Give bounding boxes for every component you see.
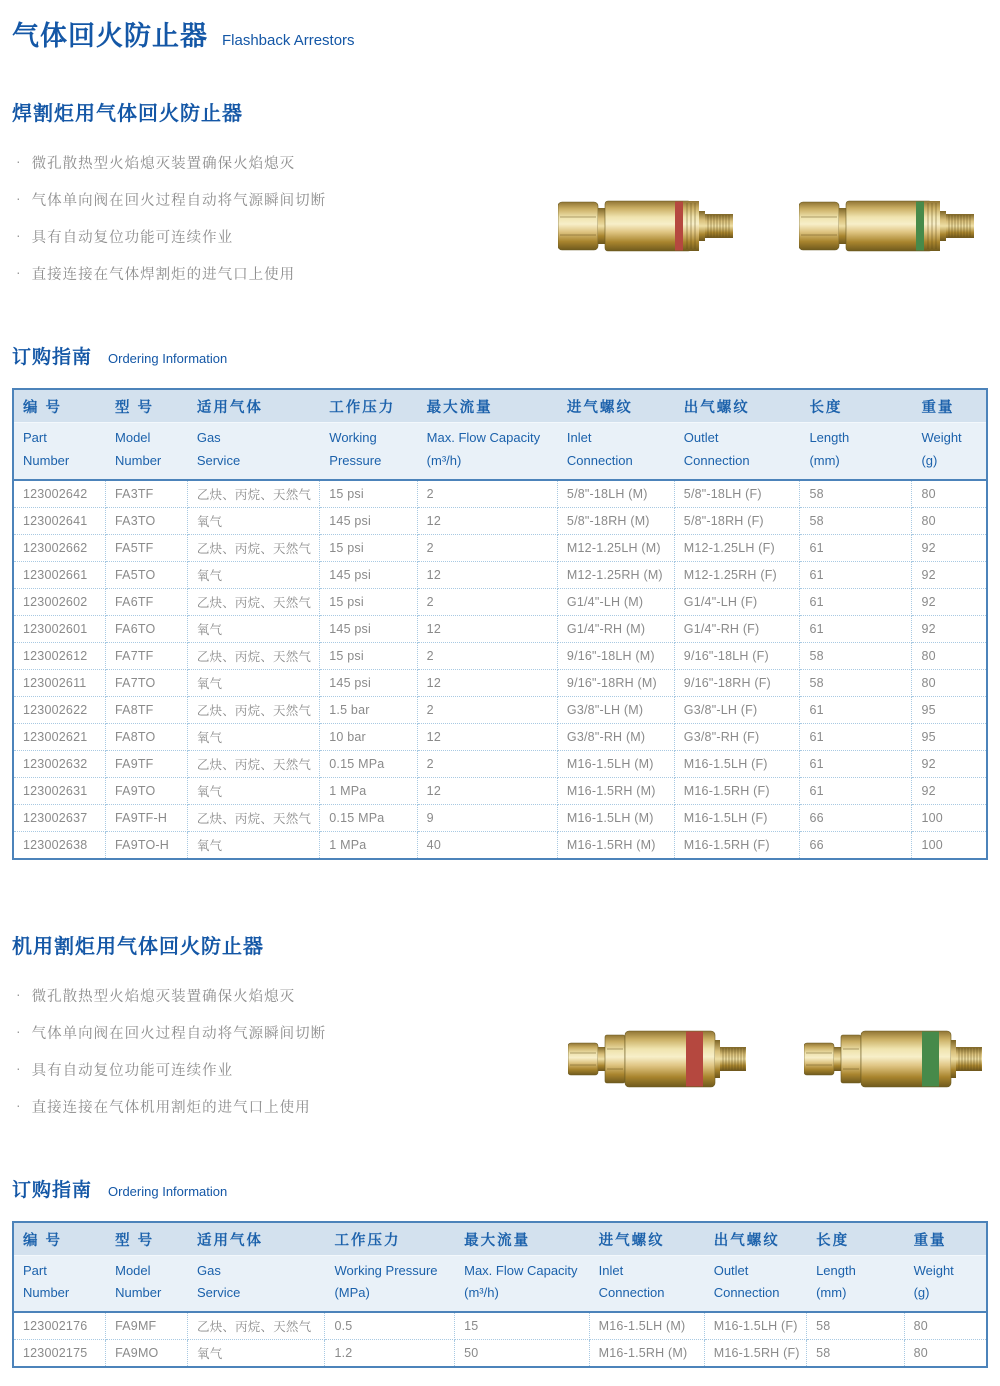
table-cell: 氧气 xyxy=(188,1340,325,1368)
ordering-heading-en: Ordering Information xyxy=(108,351,228,366)
feature-bullet-text: 直接连接在气体机用割炬的进气口上使用 xyxy=(31,1099,311,1116)
table-cell: 92 xyxy=(912,777,987,804)
ordering-table-torch xyxy=(12,388,988,860)
feature-bullet xyxy=(12,189,532,210)
column-header-en xyxy=(106,1255,188,1312)
product-images xyxy=(532,985,988,1133)
bullet-dot-icon: · xyxy=(16,264,22,280)
table-cell: 123002622 xyxy=(13,696,106,723)
table-cell: 15 psi xyxy=(320,588,417,615)
table-cell: 123002632 xyxy=(13,750,106,777)
feature-row xyxy=(12,152,988,300)
table-cell: 2 xyxy=(417,480,557,508)
column-header-en-line: (MPa) xyxy=(334,1285,370,1301)
table-cell: 9/16"-18RH (F) xyxy=(674,669,800,696)
table-cell: 1.2 xyxy=(325,1340,455,1368)
column-header-en-line: (g) xyxy=(921,452,938,468)
table-cell: 50 xyxy=(455,1340,590,1368)
column-header-en-line: Working Pressure xyxy=(334,1262,438,1278)
feature-bullet xyxy=(12,1059,532,1080)
column-header-zh: 编 号 xyxy=(13,389,106,423)
table-cell: FA9TF xyxy=(106,750,188,777)
table-cell: G3/8"-LH (F) xyxy=(674,696,800,723)
table-cell: G3/8"-LH (M) xyxy=(557,696,674,723)
table-row xyxy=(13,534,987,561)
table-cell: 氧气 xyxy=(187,507,319,534)
column-header-en-line: Connection xyxy=(598,1285,665,1301)
column-header-en xyxy=(807,1255,904,1312)
table-cell: 乙炔、丙烷、天然气 xyxy=(188,1312,325,1340)
table-cell: FA8TF xyxy=(106,696,188,723)
table-cell: 100 xyxy=(912,804,987,831)
column-header-en-line: (g) xyxy=(913,1285,930,1301)
column-header-en xyxy=(188,1255,325,1312)
table-cell: M16-1.5RH (M) xyxy=(557,831,674,859)
table-cell: M16-1.5RH (F) xyxy=(674,831,800,859)
table-cell: 145 psi xyxy=(320,507,417,534)
section-torch-arrestors xyxy=(12,97,988,860)
section-heading: 机用割炬用气体回火防止器 xyxy=(12,935,264,958)
column-header-en xyxy=(417,423,557,480)
table-cell: 95 xyxy=(912,723,987,750)
table-cell: 80 xyxy=(912,642,987,669)
table-row xyxy=(13,777,987,804)
table-cell: M12-1.25RH (F) xyxy=(674,561,800,588)
table-cell: 92 xyxy=(912,750,987,777)
feature-bullet-text: 气体单向阀在回火过程自动将气源瞬间切断 xyxy=(31,193,327,209)
table-cell: M16-1.5RH (F) xyxy=(704,1340,806,1368)
arrestor-torch-fuel-image xyxy=(558,195,733,257)
product-images xyxy=(532,152,988,300)
column-header-en xyxy=(674,423,800,480)
column-header-en-line: Pressure xyxy=(329,452,382,468)
table-cell: 123002175 xyxy=(13,1340,106,1368)
column-header-en-line: Length xyxy=(816,1262,856,1278)
column-header-zh: 最大流量 xyxy=(455,1222,590,1256)
column-header-zh: 型 号 xyxy=(106,389,188,423)
table-cell: M16-1.5LH (M) xyxy=(557,750,674,777)
table-cell: FA5TO xyxy=(106,561,188,588)
bullet-list xyxy=(12,152,532,300)
column-header-en-line: Inlet xyxy=(566,430,592,445)
table-cell: 12 xyxy=(417,723,557,750)
table-cell: G1/4"-RH (M) xyxy=(557,615,674,642)
table-cell: 乙炔、丙烷、天然气 xyxy=(187,642,319,669)
feature-bullet xyxy=(12,1096,532,1117)
feature-bullet xyxy=(12,263,532,284)
table-cell: G1/4"-RH (F) xyxy=(674,615,800,642)
table-cell: M16-1.5LH (M) xyxy=(589,1312,704,1340)
ordering-table-machine xyxy=(12,1221,988,1369)
table-cell: 乙炔、丙烷、天然气 xyxy=(187,696,319,723)
column-header-en-line: Weight xyxy=(913,1262,954,1278)
table-cell: 92 xyxy=(912,561,987,588)
table-cell: 15 psi xyxy=(320,534,417,561)
column-header-en xyxy=(704,1255,806,1312)
table-row xyxy=(13,1312,987,1340)
table-cell: 61 xyxy=(800,750,912,777)
table-cell: 氧气 xyxy=(187,777,319,804)
ordering-heading xyxy=(12,342,988,369)
table-cell: 145 psi xyxy=(320,561,417,588)
column-header-en xyxy=(325,1255,455,1312)
feature-bullet xyxy=(12,1022,532,1043)
bullet-dot-icon: · xyxy=(16,1022,22,1039)
table-cell: M16-1.5LH (F) xyxy=(674,804,800,831)
arrestor-machine-oxygen-image xyxy=(804,1023,984,1095)
column-header-en-line: Connection xyxy=(713,1285,780,1301)
column-header-zh: 重量 xyxy=(904,1222,987,1256)
column-header-en-line: Part xyxy=(23,1262,47,1278)
bullet-dot-icon: · xyxy=(16,227,22,243)
column-header-zh: 最大流量 xyxy=(417,389,557,423)
table-cell: 乙炔、丙烷、天然气 xyxy=(187,804,319,831)
table-row xyxy=(13,696,987,723)
column-header-en xyxy=(187,423,319,480)
table-cell: 66 xyxy=(800,804,912,831)
table-cell: 61 xyxy=(800,588,912,615)
table-cell: 123002641 xyxy=(13,507,106,534)
column-header-zh: 适用气体 xyxy=(188,1222,325,1256)
table-cell: 0.15 MPa xyxy=(320,750,417,777)
column-header-en-line: Number xyxy=(23,452,70,468)
arrestor-torch-oxygen-image xyxy=(799,195,974,257)
page-title-zh: 气体回火防止器 xyxy=(12,21,208,51)
ordering-heading xyxy=(12,1175,988,1202)
column-header-en-line: (mm) xyxy=(809,452,840,468)
bullet-dot-icon: · xyxy=(16,985,22,1002)
ordering-heading-en: Ordering Information xyxy=(108,1183,228,1199)
column-header-en-line: Outlet xyxy=(683,430,719,445)
table-cell: 123002612 xyxy=(13,642,106,669)
table-cell: 氧气 xyxy=(187,561,319,588)
column-header-zh: 长度 xyxy=(807,1222,904,1256)
feature-bullet xyxy=(12,226,532,247)
table-cell: 2 xyxy=(417,696,557,723)
table-cell: 乙炔、丙烷、天然气 xyxy=(187,480,319,508)
table-cell: 1 MPa xyxy=(320,777,417,804)
table-cell: 61 xyxy=(800,777,912,804)
table-cell: FA7TO xyxy=(106,669,188,696)
table-cell: 123002661 xyxy=(13,561,106,588)
table-row xyxy=(13,561,987,588)
table-cell: FA7TF xyxy=(106,642,188,669)
table-cell: M12-1.25LH (M) xyxy=(557,534,674,561)
table-cell: 80 xyxy=(912,507,987,534)
table-cell: M12-1.25LH (F) xyxy=(674,534,800,561)
column-header-en-line: Outlet xyxy=(713,1262,749,1278)
table-cell: 40 xyxy=(417,831,557,859)
table-cell: M16-1.5LH (F) xyxy=(674,750,800,777)
table-cell: FA9TF-H xyxy=(106,804,188,831)
table-cell: M16-1.5RH (F) xyxy=(674,777,800,804)
table-cell: 乙炔、丙烷、天然气 xyxy=(187,750,319,777)
table-cell: 15 xyxy=(455,1312,590,1340)
table-cell: 123002176 xyxy=(13,1312,106,1340)
table-cell: FA5TF xyxy=(106,534,188,561)
table-cell: 80 xyxy=(912,480,987,508)
column-header-en-line: (mm) xyxy=(816,1285,847,1301)
table-cell: 12 xyxy=(417,507,557,534)
table-cell: G1/4"-LH (F) xyxy=(674,588,800,615)
table-cell: 氧气 xyxy=(187,615,319,642)
table-cell: 100 xyxy=(912,831,987,859)
table-row xyxy=(13,480,987,508)
flashback-arrestor-illustration xyxy=(558,195,733,257)
table-cell: 92 xyxy=(912,588,987,615)
column-header-en-line: Inlet xyxy=(598,1262,624,1278)
table-cell: 58 xyxy=(800,669,912,696)
page-title xyxy=(12,14,988,53)
table-row xyxy=(13,588,987,615)
feature-bullet-text: 具有自动复位功能可连续作业 xyxy=(31,230,234,246)
table-row xyxy=(13,615,987,642)
feature-bullet-text: 气体单向阀在回火过程自动将气源瞬间切断 xyxy=(31,1025,327,1042)
table-cell: M16-1.5LH (M) xyxy=(557,804,674,831)
column-header-en xyxy=(904,1255,987,1312)
table-cell: 2 xyxy=(417,642,557,669)
column-header-en-line: (m³/h) xyxy=(464,1285,499,1301)
table-cell: M16-1.5RH (M) xyxy=(557,777,674,804)
table-cell: 2 xyxy=(417,534,557,561)
table-cell: 61 xyxy=(800,696,912,723)
column-header-en-line: Gas xyxy=(196,430,221,445)
column-header-en xyxy=(557,423,674,480)
column-header-zh: 适用气体 xyxy=(187,389,319,423)
column-header-en-line: Number xyxy=(115,452,162,468)
table-row xyxy=(13,669,987,696)
table-cell: 12 xyxy=(417,615,557,642)
table-row xyxy=(13,507,987,534)
table-cell: M16-1.5LH (F) xyxy=(704,1312,806,1340)
table-cell: 58 xyxy=(800,642,912,669)
table-cell: 0.15 MPa xyxy=(320,804,417,831)
table-row xyxy=(13,831,987,859)
table-cell: 80 xyxy=(904,1340,987,1368)
table-cell: 12 xyxy=(417,777,557,804)
table-cell: 9/16"-18RH (M) xyxy=(557,669,674,696)
column-header-zh: 进气螺纹 xyxy=(557,389,674,423)
table-cell: FA9MO xyxy=(106,1340,188,1368)
table-cell: FA6TF xyxy=(106,588,188,615)
table-cell: 123002631 xyxy=(13,777,106,804)
feature-bullet-text: 微孔散热型火焰熄灭装置确保火焰熄灭 xyxy=(31,156,296,172)
column-header-en xyxy=(320,423,417,480)
section-heading: 焊割炬用气体回火防止器 xyxy=(12,103,243,125)
column-header-en-line: Working xyxy=(329,430,377,445)
table-cell: 2 xyxy=(417,750,557,777)
table-cell: 15 psi xyxy=(320,642,417,669)
column-header-zh: 进气螺纹 xyxy=(589,1222,704,1256)
table-row xyxy=(13,804,987,831)
column-header-en-line: Connection xyxy=(566,452,633,468)
table-cell: 乙炔、丙烷、天然气 xyxy=(187,534,319,561)
table-cell: 58 xyxy=(800,507,912,534)
table-cell: 0.5 xyxy=(325,1312,455,1340)
table-cell: 80 xyxy=(912,669,987,696)
column-header-en-line: Model xyxy=(115,1262,151,1278)
table-cell: 氧气 xyxy=(187,723,319,750)
table-cell: 2 xyxy=(417,588,557,615)
table-cell: FA8TO xyxy=(106,723,188,750)
feature-row xyxy=(12,985,988,1133)
table-cell: G3/8"-RH (F) xyxy=(674,723,800,750)
column-header-en xyxy=(13,423,106,480)
table-cell: 58 xyxy=(807,1312,904,1340)
table-cell: FA9TO-H xyxy=(106,831,188,859)
table-row xyxy=(13,1340,987,1368)
column-header-en-line: Length xyxy=(809,430,850,445)
table-cell: 123002637 xyxy=(13,804,106,831)
table-cell: 61 xyxy=(800,534,912,561)
table-cell: 氧气 xyxy=(187,669,319,696)
feature-bullet-text: 微孔散热型火焰熄灭装置确保火焰熄灭 xyxy=(31,988,296,1005)
table-cell: 9/16"-18LH (M) xyxy=(557,642,674,669)
ordering-heading-zh: 订购指南 xyxy=(12,347,93,368)
table-cell: 123002601 xyxy=(13,615,106,642)
table-cell: 61 xyxy=(800,723,912,750)
column-header-en-line: Service xyxy=(196,452,241,468)
column-header-en-line: (m³/h) xyxy=(426,452,462,468)
table-cell: 1.5 bar xyxy=(320,696,417,723)
table-cell: 95 xyxy=(912,696,987,723)
table-cell: FA3TF xyxy=(106,480,188,508)
feature-bullet xyxy=(12,152,532,173)
table-cell: 92 xyxy=(912,534,987,561)
table-cell: 61 xyxy=(800,561,912,588)
feature-bullet xyxy=(12,985,532,1006)
column-header-zh: 型 号 xyxy=(106,1222,188,1256)
column-header-en-line: Max. Flow Capacity xyxy=(426,430,541,445)
table-cell: 58 xyxy=(807,1340,904,1368)
column-header-en xyxy=(455,1255,590,1312)
table-cell: M12-1.25RH (M) xyxy=(557,561,674,588)
table-cell: 66 xyxy=(800,831,912,859)
column-header-zh: 出气螺纹 xyxy=(704,1222,806,1256)
table-cell: 123002642 xyxy=(13,480,106,508)
table-cell: 9/16"-18LH (F) xyxy=(674,642,800,669)
feature-bullet-text: 直接连接在气体焊割炬的进气口上使用 xyxy=(31,267,296,283)
table-cell: 61 xyxy=(800,615,912,642)
table-cell: 10 bar xyxy=(320,723,417,750)
table-cell: 1 MPa xyxy=(320,831,417,859)
column-header-en-line: Number xyxy=(115,1285,162,1301)
flashback-arrestor-illustration xyxy=(804,1023,984,1095)
column-header-zh: 工作压力 xyxy=(325,1222,455,1256)
table-cell: 氧气 xyxy=(187,831,319,859)
table-cell: FA6TO xyxy=(106,615,188,642)
column-header-en-line: Max. Flow Capacity xyxy=(464,1262,578,1278)
table-cell: FA3TO xyxy=(106,507,188,534)
ordering-heading-zh: 订购指南 xyxy=(12,1179,93,1201)
table-cell: 乙炔、丙烷、天然气 xyxy=(187,588,319,615)
column-header-en-line: Number xyxy=(23,1285,70,1301)
flashback-arrestor-illustration xyxy=(799,195,974,257)
column-header-zh: 编 号 xyxy=(13,1222,106,1256)
page-title-en: Flashback Arrestors xyxy=(222,32,355,49)
column-header-en xyxy=(800,423,912,480)
table-cell: 12 xyxy=(417,669,557,696)
column-header-en xyxy=(13,1255,106,1312)
column-header-zh: 出气螺纹 xyxy=(674,389,800,423)
table-cell: 5/8"-18LH (F) xyxy=(674,480,800,508)
column-header-zh: 长度 xyxy=(800,389,912,423)
flashback-arrestor-illustration xyxy=(568,1023,748,1095)
column-header-en xyxy=(912,423,987,480)
column-header-en-line: Model xyxy=(115,430,151,445)
bullet-dot-icon: · xyxy=(16,190,22,206)
column-header-en-line: Service xyxy=(197,1285,241,1301)
table-cell: 5/8"-18LH (M) xyxy=(557,480,674,508)
table-cell: 12 xyxy=(417,561,557,588)
table-cell: G1/4"-LH (M) xyxy=(557,588,674,615)
bullet-dot-icon: · xyxy=(16,1096,22,1113)
table-cell: 9 xyxy=(417,804,557,831)
table-cell: FA9MF xyxy=(106,1312,188,1340)
column-header-en xyxy=(589,1255,704,1312)
table-cell: 123002602 xyxy=(13,588,106,615)
table-cell: 145 psi xyxy=(320,615,417,642)
arrestor-machine-fuel-image xyxy=(568,1023,748,1095)
table-cell: 5/8"-18RH (M) xyxy=(557,507,674,534)
table-cell: 145 psi xyxy=(320,669,417,696)
table-row xyxy=(13,723,987,750)
table-row xyxy=(13,750,987,777)
table-cell: 123002611 xyxy=(13,669,106,696)
table-cell: FA9TO xyxy=(106,777,188,804)
feature-bullet-text: 具有自动复位功能可连续作业 xyxy=(31,1062,234,1079)
bullet-dot-icon: · xyxy=(16,153,22,169)
table-cell: G3/8"-RH (M) xyxy=(557,723,674,750)
table-row xyxy=(13,642,987,669)
table-cell: 123002638 xyxy=(13,831,106,859)
bullet-dot-icon: · xyxy=(16,1059,22,1076)
table-cell: 92 xyxy=(912,615,987,642)
column-header-en-line: Part xyxy=(23,430,47,445)
column-header-en-line: Gas xyxy=(197,1262,221,1278)
column-header-en xyxy=(106,423,188,480)
section-machine-arrestors xyxy=(12,930,988,1369)
table-cell: 58 xyxy=(800,480,912,508)
column-header-zh: 工作压力 xyxy=(320,389,417,423)
column-header-en-line: Weight xyxy=(921,430,962,445)
column-header-en-line: Connection xyxy=(683,452,750,468)
column-header-zh: 重量 xyxy=(912,389,987,423)
table-cell: 123002621 xyxy=(13,723,106,750)
table-cell: M16-1.5RH (M) xyxy=(589,1340,704,1368)
table-cell: 15 psi xyxy=(320,480,417,508)
table-cell: 5/8"-18RH (F) xyxy=(674,507,800,534)
table-cell: 80 xyxy=(904,1312,987,1340)
table-cell: 123002662 xyxy=(13,534,106,561)
bullet-list xyxy=(12,985,532,1133)
